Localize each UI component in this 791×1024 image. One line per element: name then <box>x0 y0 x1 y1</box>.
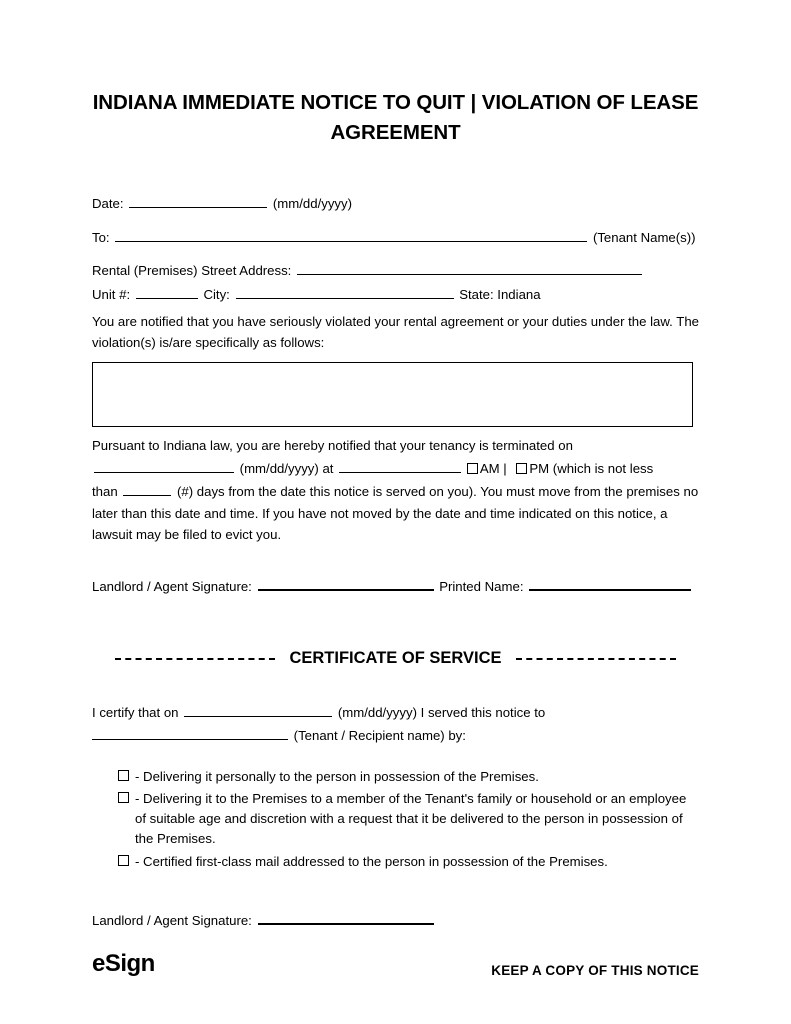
option-label: - Delivering it to the Premises to a member of the Tenant's family or household or an employee of suitable age and discretion with a request that it be delivered to the person in possession of the Premises. <box>135 791 687 847</box>
am-label: AM | <box>479 461 507 477</box>
unit-city-state-row <box>92 284 699 305</box>
certificate-body <box>92 702 699 931</box>
termination-datetime-row <box>92 458 699 479</box>
document-content <box>92 0 699 931</box>
to-label: To: <box>92 229 110 245</box>
certificate-landlord-signature-input[interactable] <box>258 911 434 925</box>
termination-line-1: Pursuant to Indiana law, you are hereby notified that your tenancy is terminated on <box>92 437 573 453</box>
list-item[interactable] <box>92 789 699 848</box>
service-method-options <box>92 767 699 872</box>
landlord-signature-input[interactable] <box>258 577 434 591</box>
page-footer <box>92 950 699 978</box>
days-input[interactable] <box>123 482 171 496</box>
termination-days-row <box>92 481 699 545</box>
date-label: Date: <box>92 196 124 212</box>
option-label: - Certified first-class mail addressed to the person in possession of the Premises. <box>135 853 608 869</box>
recipient-row <box>92 725 699 746</box>
address-row <box>92 260 699 281</box>
page-title: INDIANA IMMEDIATE NOTICE TO QUIT | VIOLATION OF LEASE AGREEMENT <box>92 91 699 144</box>
landlord-signature-label: Landlord / Agent Signature: <box>92 578 252 594</box>
keep-copy-notice: KEEP A COPY OF THIS NOTICE <box>491 963 699 978</box>
dashed-rule-left <box>115 658 275 660</box>
date-format-hint: (mm/dd/yyyy) <box>272 196 352 212</box>
list-item[interactable] <box>92 852 699 872</box>
notice-body <box>92 193 699 597</box>
termination-date-input[interactable] <box>94 459 234 473</box>
am-checkbox[interactable] <box>467 463 478 474</box>
address-label: Rental (Premises) Street Address: <box>92 263 292 279</box>
esign-logo: eSign <box>92 950 155 977</box>
city-input[interactable] <box>236 285 454 299</box>
tenant-name-hint: (Tenant Name(s)) <box>592 229 696 245</box>
date-row <box>92 193 699 214</box>
pm-checkbox[interactable] <box>516 463 527 474</box>
date-input[interactable] <box>129 194 267 208</box>
checkbox-personal-delivery[interactable] <box>118 770 129 781</box>
address-input[interactable] <box>297 261 642 275</box>
recipient-name-input[interactable] <box>92 726 288 740</box>
state-label: State: Indiana <box>459 286 541 302</box>
termination-date-hint: (mm/dd/yyyy) at <box>239 461 334 477</box>
printed-name-label: Printed Name: <box>439 578 524 594</box>
printed-name-input[interactable] <box>529 577 691 591</box>
violation-description-box[interactable] <box>92 362 693 427</box>
termination-days-tail: (#) days from the date this notice is served on you). You must move from the premises no later than this date and time. If you have not moved by the date and time indicated on this notice, a lawsuit may be filed to evict you. <box>92 484 699 543</box>
list-item[interactable] <box>92 767 699 787</box>
checkbox-household-delivery[interactable] <box>118 792 129 803</box>
certify-row <box>92 702 699 723</box>
certify-prefix: I certify that on <box>92 704 179 720</box>
certify-date-input[interactable] <box>184 703 332 717</box>
option-label: - Delivering it personally to the person in possession of the Premises. <box>135 768 539 784</box>
unit-label: Unit #: <box>92 286 131 302</box>
than-label: than <box>92 484 118 500</box>
termination-time-input[interactable] <box>339 459 461 473</box>
unit-input[interactable] <box>136 285 198 299</box>
tenant-name-input[interactable] <box>115 228 587 242</box>
checkbox-certified-mail[interactable] <box>118 855 129 866</box>
certificate-title: CERTIFICATE OF SERVICE <box>289 648 502 667</box>
recipient-label: (Tenant / Recipient name) by: <box>293 728 466 744</box>
dashed-rule-right <box>516 658 676 660</box>
certify-mid: (mm/dd/yyyy) I served this notice to <box>337 704 546 720</box>
city-label: City: <box>203 286 230 302</box>
certificate-of-service-header <box>92 649 699 668</box>
to-row <box>92 227 699 248</box>
certificate-signature-row <box>92 910 699 931</box>
violation-paragraph: You are notified that you have seriously violated your rental agreement or your duties under the law. The violation(s) is/are specifically as follows: <box>92 313 699 351</box>
pm-label: PM (which is not less <box>529 461 654 477</box>
certificate-landlord-signature-label: Landlord / Agent Signature: <box>92 912 252 928</box>
signature-row <box>92 576 699 597</box>
